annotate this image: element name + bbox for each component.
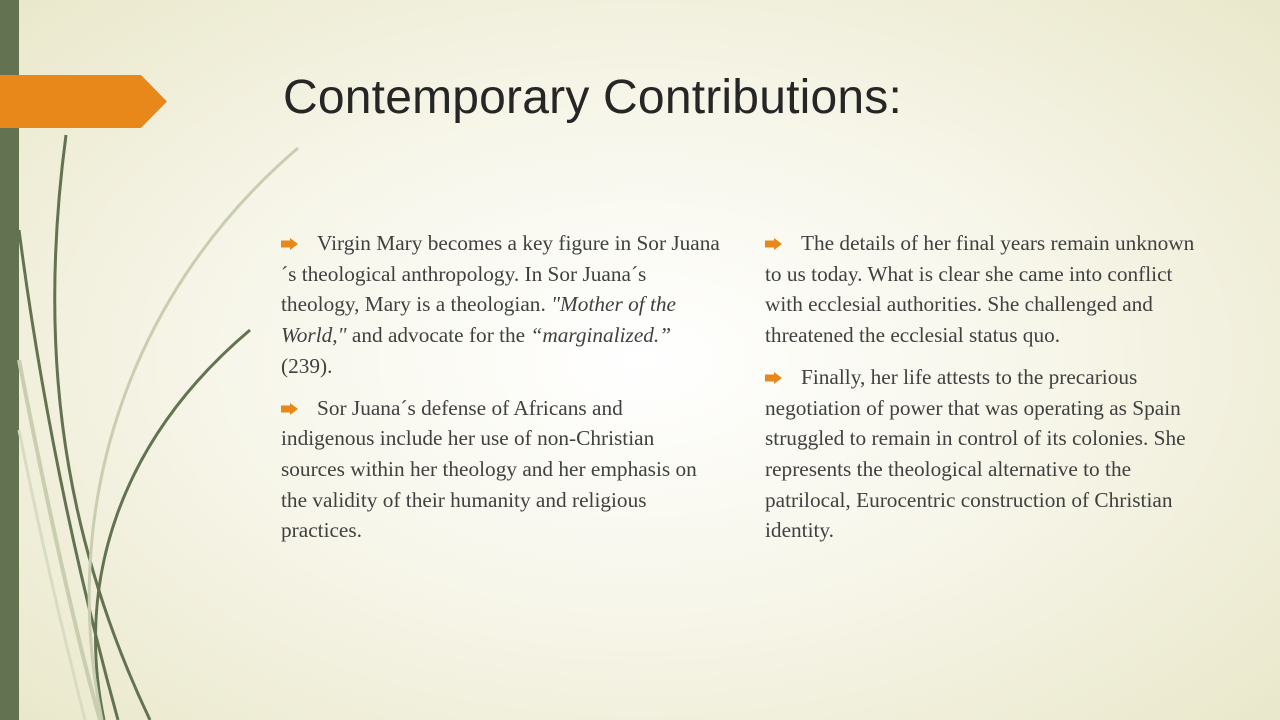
slide-title: Contemporary Contributions:	[283, 71, 903, 124]
bullet-text: Sor Juana´s defense of Africans and indigenous include her use of non-Christian sources within her theology and her emphasis on the validity of their humanity and religious practices.	[281, 395, 697, 543]
right-text-column	[765, 228, 1205, 557]
citation: (239).	[281, 353, 333, 378]
bullet-item-negotiation-of-power	[765, 362, 1205, 546]
arrow-right-icon	[281, 228, 317, 259]
quote-marginalized: “marginalized.”	[530, 323, 672, 348]
arrow-right-icon	[281, 393, 317, 424]
arrow-right-icon	[765, 362, 801, 393]
bullet-item-final-years	[765, 228, 1205, 351]
title-accent-tab	[0, 75, 167, 128]
bullet-item-virgin-mary	[281, 228, 721, 382]
bullet-text: Virgin Mary becomes a key figure in Sor Juana´s theological anthropology. In Sor Juana´s theology, Mary is a theologian.	[281, 231, 720, 317]
bullet-text: The details of her final years remain unknown to us today. What is clear she came into conflict with ecclesial authorities. She challenged and threatened the ecclesial status quo.	[765, 231, 1195, 348]
bullet-text: Finally, her life attests to the precarious negotiation of power that was operating as Spain struggled to remain in control of its colonies. She represents the theological alternative to the patrilocal, Eurocentric construction of Christian identity.	[765, 364, 1186, 543]
bullet-item-defense-of-africans	[281, 393, 721, 547]
quote-mother-of-world: "Mother of the World,"	[281, 292, 676, 348]
arrow-right-icon	[765, 228, 801, 259]
left-text-column	[281, 228, 721, 557]
bullet-text: and advocate for the	[346, 323, 531, 348]
